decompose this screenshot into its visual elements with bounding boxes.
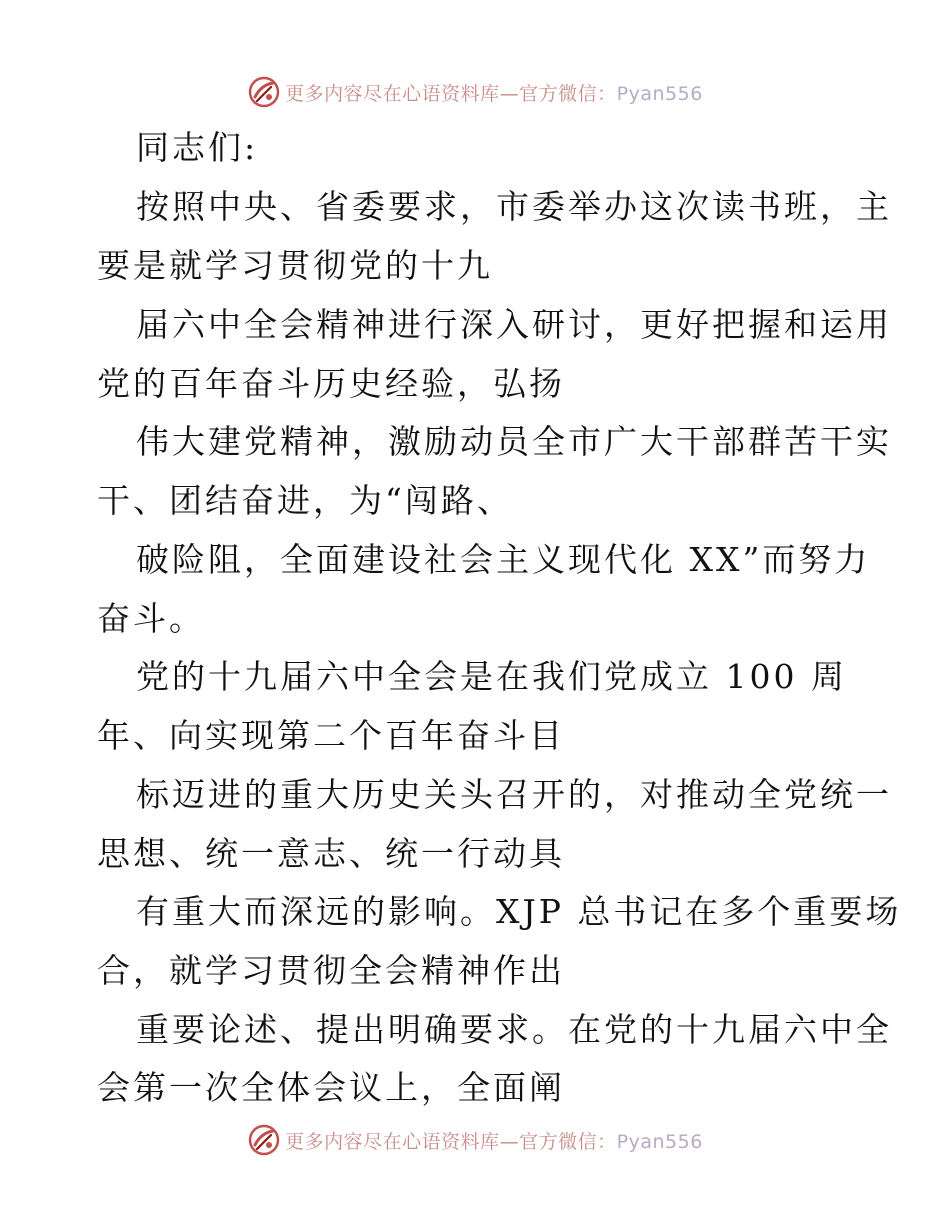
text-line: 思想、统一意志、统一行动具 xyxy=(97,834,565,873)
salutation-line: 同志们: xyxy=(136,128,259,167)
text-line: 合，就学习贯彻全会精神作出 xyxy=(97,951,565,990)
footer-watermark xyxy=(0,1120,950,1160)
text-line: 党的百年奋斗历史经验，弘扬 xyxy=(97,364,565,403)
watermark-wechat-id: Pyan556 xyxy=(616,82,703,105)
text-line: 党的十九届六中全会是在我们党成立 100 周 xyxy=(136,657,847,696)
watermark-text xyxy=(285,1127,703,1154)
watermark-main-text: 更多内容尽在心语资料库—官方微信： xyxy=(285,82,617,105)
text-line: 按照中央、省委要求，市委举办这次读书班，主 xyxy=(136,187,892,226)
text-line: 要是就学习贯彻党的十九 xyxy=(97,246,493,285)
text-line: 奋斗。 xyxy=(97,599,205,638)
seal-logo-icon xyxy=(247,1123,281,1157)
text-line: 标迈进的重大历史关头召开的，对推动全党统一 xyxy=(136,775,892,814)
text-line: 伟大建党精神，激励动员全市广大干部群苦干实 xyxy=(136,422,892,461)
watermark-main-text: 更多内容尽在心语资料库—官方微信： xyxy=(285,1130,617,1153)
text-line: 干、团结奋进，为“闯路、 xyxy=(97,481,513,520)
text-line: 会第一次全体会议上，全面阐 xyxy=(97,1068,565,1107)
text-line: 年、向实现第二个百年奋斗目 xyxy=(97,716,565,755)
text-line: 届六中全会精神进行深入研讨，更好把握和运用 xyxy=(136,305,892,344)
watermark-wechat-id: Pyan556 xyxy=(616,1130,703,1153)
text-line: 有重大而深远的影响。XJP 总书记在多个重要场 xyxy=(136,892,902,931)
text-line: 破险阻，全面建设社会主义现代化 XX”而努力 xyxy=(136,540,871,579)
text-line: 重要论述、提出明确要求。在党的十九届六中全 xyxy=(136,1010,892,1049)
